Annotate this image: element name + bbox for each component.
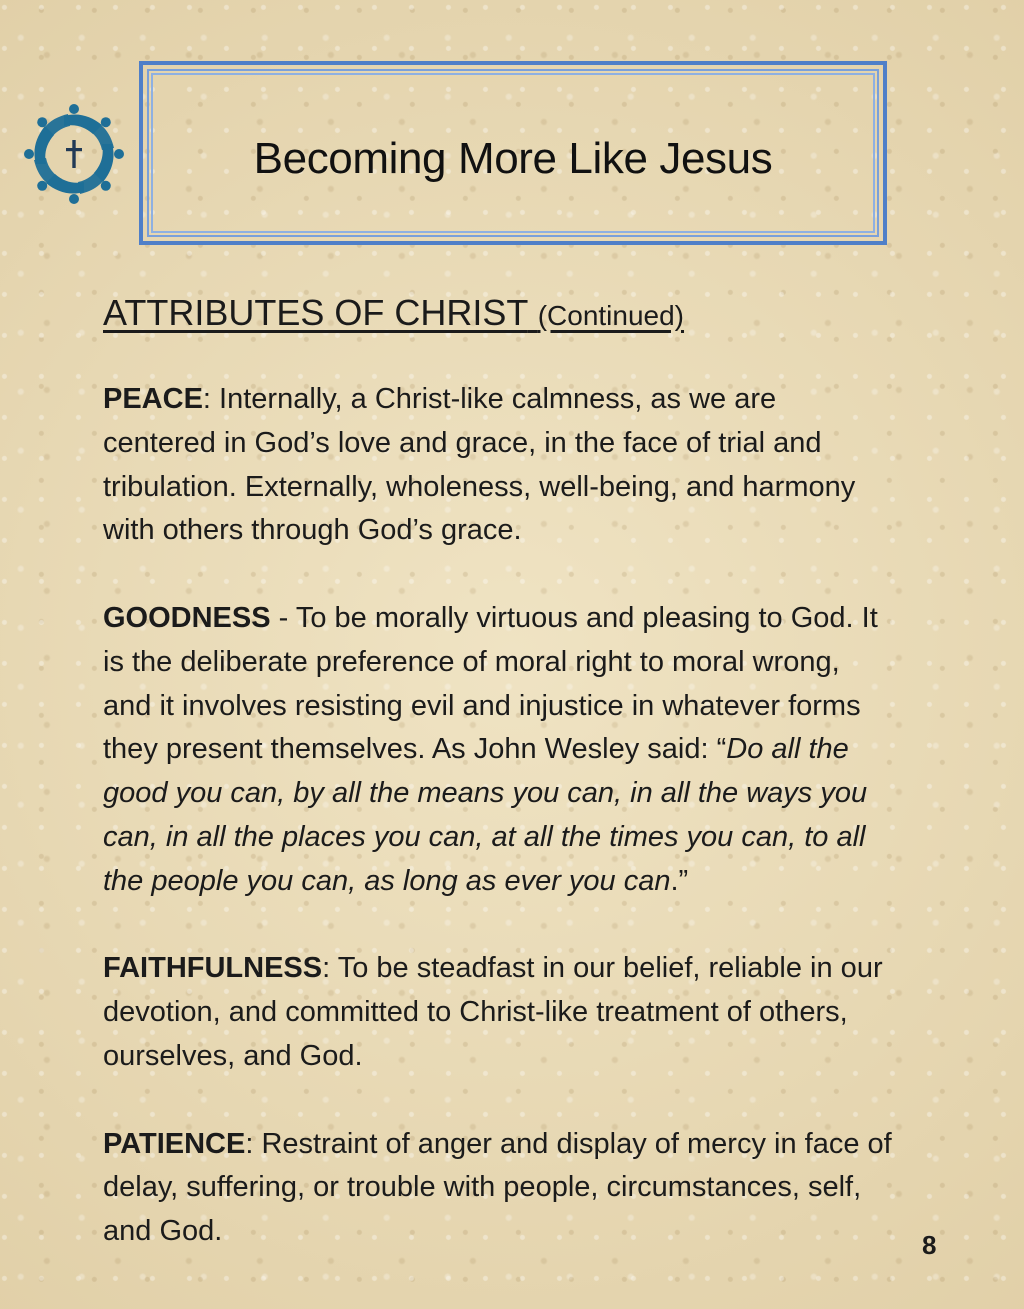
title-frame (139, 61, 887, 245)
faithfulness-text: : To be steadfast in our belief, reliable in our devotion, and committed to Christ-like treatment of others, ourselves, and God. (103, 952, 883, 1072)
patience-paragraph (103, 1123, 893, 1254)
wesley-quote: Do all the good you can, by all the means you can, in all the ways you can, in all the places you can, at all the times you can, to all the people you can, as long as ever you can (103, 733, 868, 897)
faithfulness-term: FAITHFULNESS (103, 952, 323, 985)
goodness-close-quote: .” (670, 864, 689, 897)
goodness-paragraph (103, 597, 893, 904)
patience-term: PATIENCE (103, 1127, 246, 1160)
page-title: Becoming More Like Jesus (253, 134, 773, 183)
peace-text: : Internally, a Christ-like calmness, as we are centered in God’s love and grace, in the face of trial and tribulation. Externally, wholeness, well-being, and harmony with others through God’s grace. (103, 383, 856, 547)
attributes-body (103, 378, 893, 1298)
goodness-open-quote: “ (716, 733, 727, 766)
section-heading (103, 292, 684, 333)
cross-circle-logo-icon (18, 100, 130, 208)
section-heading-continued: (Continued) (537, 300, 685, 331)
patience-text: : Restraint of anger and display of mercy in face of delay, suffering, or trouble with people, circumstances, self, and God. (103, 1127, 892, 1248)
section-heading-main: ATTRIBUTES OF CHRIST (103, 292, 528, 333)
goodness-text: - To be morally virtuous and pleasing to God. It is the deliberate preference of moral right to moral wrong, and it involves resisting evil and injustice in whatever forms they present themselves. As John Wesley said: (103, 601, 878, 766)
peace-term: PEACE (103, 383, 203, 415)
faithfulness-paragraph (103, 947, 893, 1078)
goodness-term: GOODNESS (103, 601, 271, 634)
page-number: 8 (922, 1230, 937, 1260)
peace-paragraph (103, 378, 893, 553)
